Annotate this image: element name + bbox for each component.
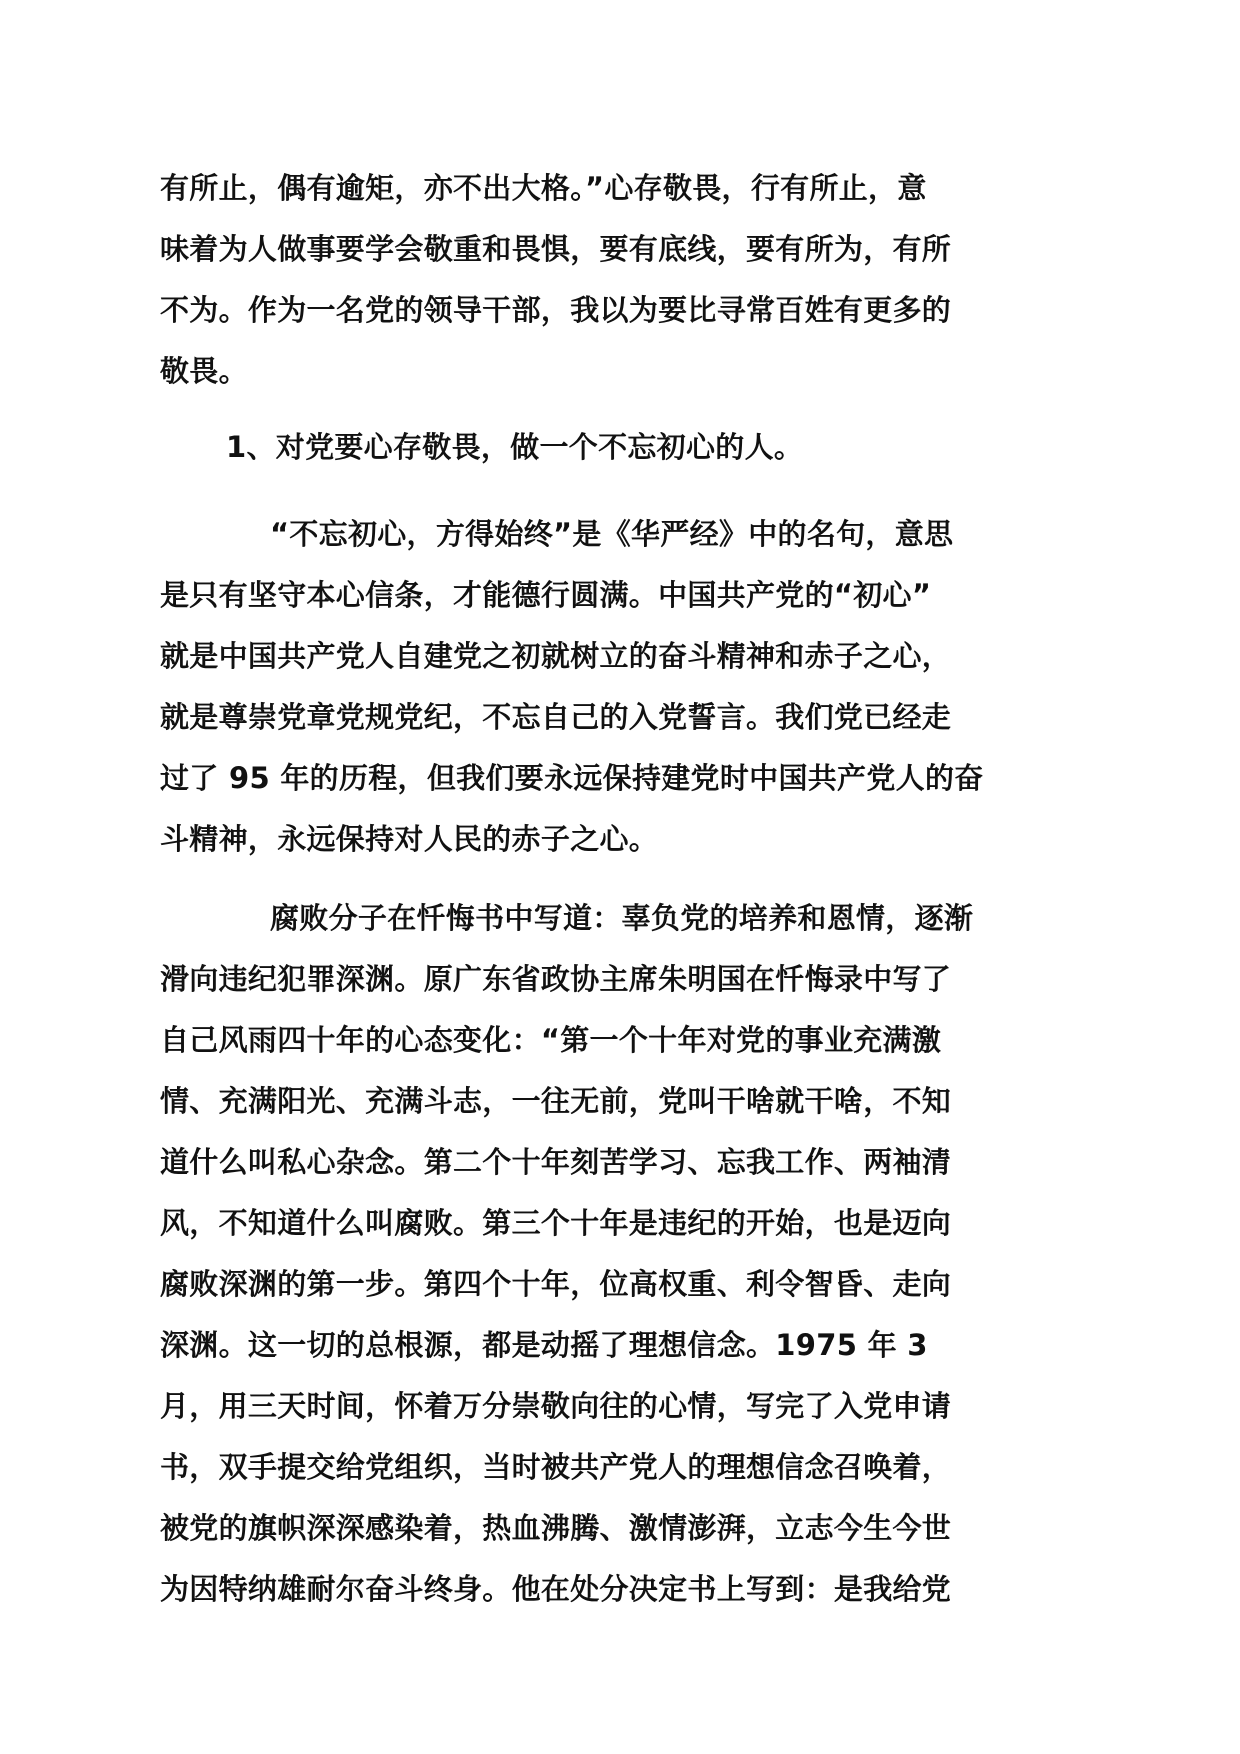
paragraph-1-line-3: 不为。作为一名党的领导干部，我以为要比寻常百姓有更多的 xyxy=(160,293,952,327)
paragraph-2-line-1: “不忘初心，方得始终”是《华严经》中的名句，意思 xyxy=(270,517,954,551)
paragraph-3-line-5: 道什么叫私心杂念。第二个十年刻苦学习、忘我工作、两袖清 xyxy=(160,1145,952,1179)
paragraph-1-line-4: 敬畏。 xyxy=(160,354,248,388)
paragraph-2-line-5: 过了 95 年的历程，但我们要永远保持建党时中国共产党人的奋 xyxy=(160,761,984,795)
paragraph-3-line-2: 滑向违纪犯罪深渊。原广东省政协主席朱明国在忏悔录中写了 xyxy=(160,962,952,996)
paragraph-3-line-6: 风，不知道什么叫腐败。第三个十年是违纪的开始，也是迈向 xyxy=(160,1206,952,1240)
paragraph-3-line-9: 月，用三天时间，怀着万分崇敬向往的心情，写完了入党申请 xyxy=(160,1389,952,1423)
paragraph-1-line-2: 味着为人做事要学会敬重和畏惧，要有底线，要有所为，有所 xyxy=(160,232,952,266)
paragraph-3-line-12: 为因特纳雄耐尔奋斗终身。他在处分决定书上写到：是我给党 xyxy=(160,1572,952,1606)
paragraph-1-line-1: 有所止，偶有逾矩，亦不出大格。”心存敬畏，行有所止，意 xyxy=(160,171,927,205)
paragraph-3-line-1: 腐败分子在忏悔书中写道：辜负党的培养和恩情，逐渐 xyxy=(270,901,974,935)
paragraph-3-line-10: 书，双手提交给党组织，当时被共产党人的理想信念召唤着， xyxy=(160,1450,952,1484)
paragraph-3-line-3: 自己风雨四十年的心态变化：“第一个十年对党的事业充满激 xyxy=(160,1023,942,1057)
paragraph-2-line-2: 是只有坚守本心信条，才能德行圆满。中国共产党的“初心” xyxy=(160,578,932,612)
paragraph-2-line-6: 斗精神，永远保持对人民的赤子之心。 xyxy=(160,822,659,856)
paragraph-3-line-7: 腐败深渊的第一步。第四个十年，位高权重、利令智昏、走向 xyxy=(160,1267,952,1301)
paragraph-3-line-8: 深渊。这一切的总根源，都是动摇了理想信念。1975 年 3 xyxy=(160,1328,928,1362)
paragraph-2-line-3: 就是中国共产党人自建党之初就树立的奋斗精神和赤子之心， xyxy=(160,639,952,673)
paragraph-3-line-4: 情、充满阳光、充满斗志，一往无前，党叫干啥就干啥，不知 xyxy=(160,1084,952,1118)
section-heading: 1、对党要心存敬畏，做一个不忘初心的人。 xyxy=(226,430,804,464)
paragraph-2-line-4: 就是尊崇党章党规党纪，不忘自己的入党誓言。我们党已经走 xyxy=(160,700,952,734)
paragraph-3-line-11: 被党的旗帜深深感染着，热血沸腾、激情澎湃，立志今生今世 xyxy=(160,1511,952,1545)
